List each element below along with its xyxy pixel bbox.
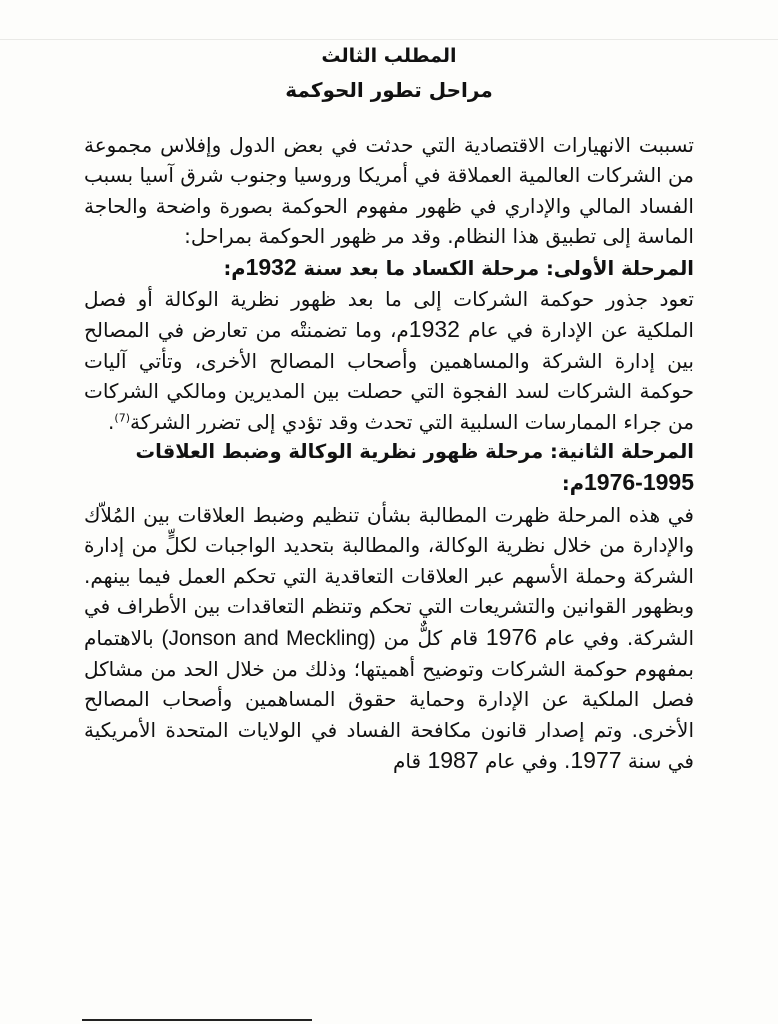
stage2-body-a: في هذه المرحلة ظهرت المطالبة بشأن تنظيم وضبط العلاقات بين المُلاّك والإدارة من خلال نظرية الوكالة، والمطالبة بتحديد الواجبات لكلٍّ من إدارة الشركة وحملة الأسهم عبر العلاقات التعاقدية التي تحكم العمل فيما بينهم. وبظهور القوانين والتشريعات التي تحكم وتنظم التعاقدات بين الأطراف في الشركة. وفي عام <box>84 502 695 650</box>
spacer <box>84 110 694 130</box>
stage2-year-1976: 1976 <box>485 623 538 650</box>
section-kicker: المطلب الثالث <box>321 45 457 67</box>
stage1-heading <box>84 252 694 284</box>
stage1-heading-suffix: م: <box>223 256 246 280</box>
header-rule <box>0 39 778 40</box>
stage1-body-end: . <box>108 409 115 434</box>
stage2-body-c: بالاهتمام بمفهوم حوكمة الشركات وتوضيح أهميتها؛ وذلك من خلال الحد من مشاكل فصل الملكية عن الإدارة وحماية حقوق المساهمين وأصحاب المصالح الأخرى. وتم إصدار قانون مكافحة الفساد في الولايات المتحدة الأمريكية في سنة <box>84 625 694 774</box>
stage2-body-d: . وفي عام <box>478 749 571 774</box>
stage2-heading-suffix: م: <box>561 472 584 496</box>
stage1-heading-year: 1932 <box>245 253 297 280</box>
stage1-body-year: 1932 <box>408 316 460 343</box>
stage2-heading-text: المرحلة الثانية: مرحلة ظهور نظرية الوكالة وضبط العلاقات <box>135 440 694 464</box>
stage1-heading-text: المرحلة الأولى: مرحلة الكساد ما بعد سنة <box>296 256 694 280</box>
stage2-heading-years: 1976-1995 <box>584 469 694 496</box>
intro-paragraph: تسببت الانهيارات الاقتصادية التي حدثت في بعض الدول وإفلاس مجموعة من الشركات العالمية العملاقة في أمريكا وروسيا وجنوب شرق آسيا بسبب الفساد المالي والإداري في ظهور مفهوم الحوكمة بصورة واضحة والحاجة الماسة إلى تطبيق هذا النظام. وقد مر ظهور الحوكمة بمراحل: <box>84 133 694 249</box>
stage2-heading <box>84 437 694 500</box>
document-page <box>84 42 694 777</box>
stage2-year-1987: 1987 <box>427 747 479 774</box>
section-title: مراحل تطور الحوكمة <box>285 78 493 102</box>
stage1-paragraph <box>84 284 694 437</box>
stage2-body-b: قام كلٌّ من <box>375 625 486 650</box>
stage2-year-1977: 1977 <box>570 747 622 774</box>
stage2-authors: (Jonson and Meckling) <box>161 626 376 650</box>
stage1-body-a: تعود جذور حوكمة الشركات إلى ما بعد ظهور نظرية الوكالة أو فصل الملكية عن الإدارة في عام <box>84 287 694 343</box>
footnote-ref[interactable]: (7) <box>114 411 130 424</box>
footnote-separator <box>82 1019 312 1021</box>
stage2-paragraph <box>84 500 694 777</box>
stage1-body-b: م، وما تضمنتْه من تعارض في المصالح بين إدارة الشركة والمساهمين وأصحاب المصالح الأخرى، وتأتي آليات حوكمة الشركات لسد الفجوة التي حصلت بين المديرين ومالكي الشركات من جراء الممارسات السلبية التي تحدث وقد تؤدي إلى تضرر الشركة <box>84 318 694 434</box>
stage2-body-e: قام <box>393 749 428 774</box>
